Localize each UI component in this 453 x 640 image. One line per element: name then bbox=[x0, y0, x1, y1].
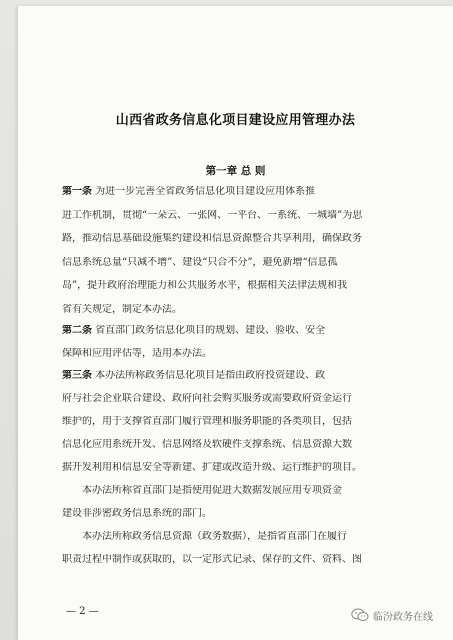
article-number: 第二条 bbox=[62, 325, 92, 336]
body-line-text: 路，推动信息基础设施集约建设和信息资源整合共享利用，确保政务 bbox=[62, 233, 362, 244]
watermark-text: 临汾政务在线 bbox=[373, 611, 433, 623]
body-line-text: 保障和应用评估等，适用本办法。 bbox=[62, 348, 212, 359]
body-line-text: 进工作机制，贯彻“一朵云、一张网、一平台、一系统、一城墙”为思 bbox=[62, 210, 363, 221]
body-line bbox=[62, 304, 414, 316]
body-line-text: 为进一步完善全省政务信息化项目建设应用体系推 bbox=[92, 186, 316, 197]
body-line-text: 本办法所称政务信息化项目是指由政府投资建设、政 bbox=[92, 370, 326, 381]
body-line bbox=[62, 186, 414, 198]
body-line-text: 信息系统总量“只减不增”、建设“只合不分”，避免新增“信息孤 bbox=[62, 257, 338, 268]
body-line-text: 职责过程中制作或获取的，以一定形式记录、保存的文件、资料、图 bbox=[62, 554, 362, 565]
chapter-heading: 第一章 总 则 bbox=[205, 165, 266, 177]
body-line-text: 维护的，用于支撑省直部门履行管理和服务职能的各类项目，包括 bbox=[62, 416, 352, 427]
watermark bbox=[351, 606, 433, 624]
body-line-text: 本办法所称政务信息资源（政务数据），是指省直部门在履行 bbox=[62, 531, 347, 542]
article-number: 第一条 bbox=[62, 186, 92, 197]
body-line bbox=[62, 348, 414, 360]
wechat-icon bbox=[351, 608, 369, 622]
document-page bbox=[18, 6, 453, 640]
body-line bbox=[62, 370, 414, 382]
body-line-text: 本办法所称省直部门是指使用促进大数据发展应用专项资金 bbox=[62, 485, 342, 496]
body-line-text: 建设非涉密政务信息系统的部门。 bbox=[62, 508, 212, 519]
body-line-text: 省有关规定，制定本办法。 bbox=[62, 304, 182, 315]
document-title: 山西省政务信息化项目建设应用管理办法 bbox=[115, 113, 356, 128]
body-line bbox=[62, 257, 414, 269]
body-line bbox=[62, 233, 414, 245]
body-line bbox=[62, 554, 414, 566]
body-line-text: 府与社会企业联合建设、政府向社会购买服务或需要政府资金运行 bbox=[62, 393, 352, 404]
body-line bbox=[62, 280, 414, 292]
body-line-text: 省直部门政务信息化项目的规划、建设、验收、安全 bbox=[92, 325, 326, 336]
body-line-text: 岛”，提升政府治理能力和公共服务水平，根据相关法律法规和我 bbox=[62, 280, 348, 291]
body-line bbox=[62, 393, 414, 405]
body-line bbox=[62, 462, 414, 474]
body-line bbox=[62, 416, 414, 428]
body-line-text: 据开发利用和信息安全等新建、扩建或改造升级、运行维护的项目。 bbox=[62, 462, 362, 473]
body-line bbox=[62, 325, 414, 337]
article-number: 第三条 bbox=[62, 370, 92, 381]
body-line bbox=[62, 210, 414, 222]
page-number: — 2 — bbox=[66, 606, 99, 617]
body-line-text: 信息化应用系统开发、信息网络及软硬件支撑系统、信息资源大数 bbox=[62, 439, 352, 450]
body-line bbox=[62, 439, 414, 451]
body-line bbox=[62, 508, 414, 520]
body-line bbox=[62, 485, 414, 497]
body-line bbox=[62, 531, 414, 543]
